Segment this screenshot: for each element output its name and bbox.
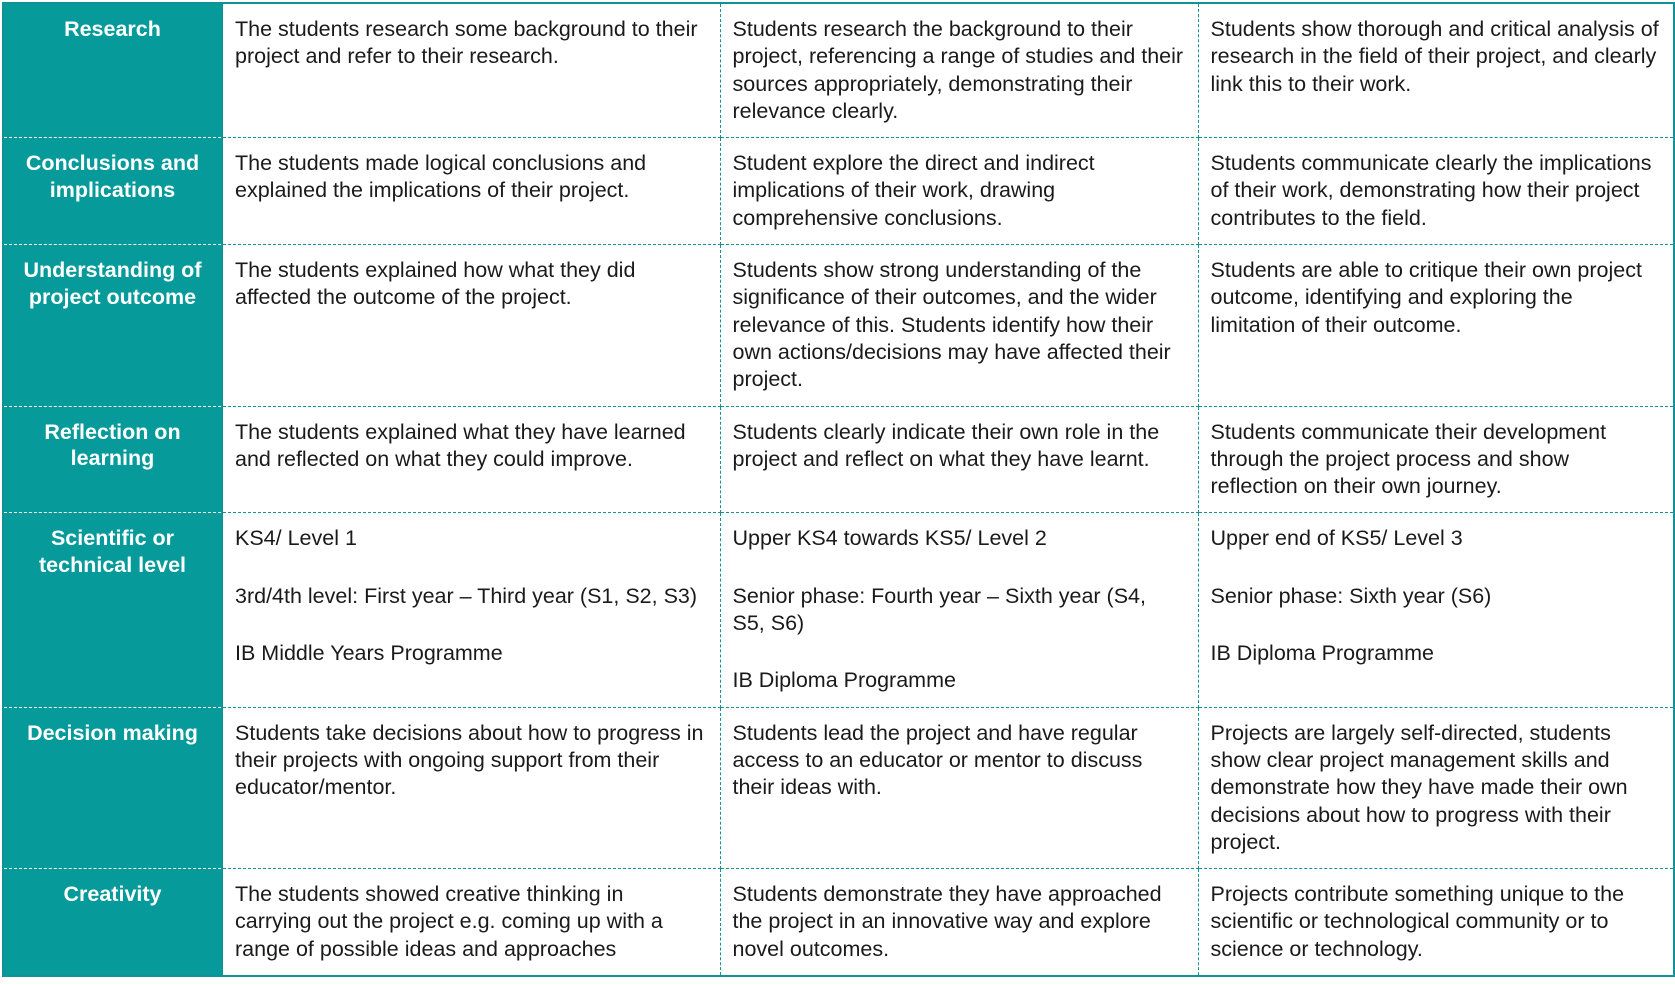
- descriptor-paragraph: Students demonstrate they have approached the project in an innovative way and explore novel outcomes.: [732, 882, 1162, 961]
- descriptor-paragraph: Projects contribute something unique to the scientific or technological community or to science or technology.: [1210, 882, 1625, 961]
- descriptor-paragraph: IB Diploma Programme: [732, 668, 956, 693]
- descriptor-paragraph: The students showed creative thinking in carrying out the project e.g. coming up with a range of possible ideas and approaches: [235, 882, 663, 961]
- descriptor-paragraph: Students take decisions about how to progress in their projects with ongoing support from their educator/mentor.: [235, 720, 704, 800]
- descriptor-paragraph: Students show strong understanding of the significance of their outcomes, and the wider relevance of this. Students identify how their own actions/decisions may have affected their project.: [732, 258, 1171, 392]
- descriptor-cell: [222, 707, 720, 868]
- criterion-label: [3, 707, 222, 868]
- descriptor-paragraph: KS4/ Level 1: [235, 526, 357, 551]
- descriptor-paragraph: Projects are largely self-directed, students show clear project management skills and demonstrate how they have made their own decisions about how to progress with their project.: [1210, 720, 1628, 854]
- descriptor-cell: [720, 3, 1198, 138]
- criterion-label-text: Reflection on learning: [44, 419, 181, 471]
- criterion-label-text: Decision making: [27, 720, 198, 745]
- table-row: [3, 245, 1674, 406]
- criterion-label: [3, 869, 222, 976]
- criterion-label: [3, 406, 222, 513]
- rubric-table-body: [3, 3, 1674, 976]
- table-row: [3, 406, 1674, 513]
- descriptor-paragraph: Student explore the direct and indirect implications of their work, drawing comprehensive conclusions.: [732, 151, 1095, 230]
- descriptor-paragraph: Upper end of KS5/ Level 3: [1210, 526, 1463, 551]
- criterion-label-text: Understanding of project outcome: [23, 258, 202, 309]
- descriptor-paragraph: Students research the background to their project, referencing a range of studies and their sources appropriately, demonstrating their relevance clearly.: [732, 17, 1184, 123]
- table-row: [3, 3, 1674, 138]
- table-row: [3, 138, 1674, 245]
- descriptor-cell: [222, 513, 720, 707]
- criterion-label-text: Conclusions and implications: [25, 151, 200, 203]
- descriptor-cell: [1198, 3, 1674, 138]
- descriptor-paragraph: Upper KS4 towards KS5/ Level 2: [732, 526, 1047, 551]
- rubric-table: [2, 2, 1675, 977]
- table-row: [3, 513, 1674, 707]
- descriptor-cell: [720, 245, 1198, 406]
- table-row: [3, 707, 1674, 868]
- descriptor-cell: [1198, 245, 1674, 406]
- descriptor-cell: [222, 869, 720, 976]
- descriptor-paragraph: Students communicate clearly the implications of their work, demonstrating how their project contributes to the field.: [1210, 151, 1652, 230]
- descriptor-paragraph: The students explained what they have learned and reflected on what they could improve.: [235, 419, 686, 471]
- descriptor-cell: [222, 3, 720, 138]
- descriptor-cell: [1198, 138, 1674, 245]
- descriptor-paragraph: Students communicate their development through the project process and show reflection on their own journey.: [1210, 419, 1607, 499]
- descriptor-cell: [222, 245, 720, 406]
- descriptor-cell: [720, 869, 1198, 976]
- descriptor-paragraph: IB Middle Years Programme: [235, 641, 503, 666]
- descriptor-paragraph: 3rd/4th level: First year – Third year (S1, S2, S3): [235, 583, 698, 608]
- descriptor-cell: [222, 138, 720, 245]
- descriptor-paragraph: IB Diploma Programme: [1210, 641, 1434, 666]
- table-row: [3, 869, 1674, 976]
- descriptor-paragraph: Students are able to critique their own project outcome, identifying and exploring the limitation of their outcome.: [1210, 258, 1642, 337]
- criterion-label-text: Research: [64, 17, 161, 41]
- descriptor-paragraph: Students show thorough and critical analysis of research in the field of their project, and clearly link this to their work.: [1210, 17, 1659, 96]
- descriptor-cell: [720, 406, 1198, 513]
- descriptor-cell: [222, 406, 720, 513]
- descriptor-paragraph: The students research some background to their project and refer to their research.: [235, 17, 698, 69]
- criterion-label: [3, 3, 222, 138]
- descriptor-cell: [1198, 406, 1674, 513]
- descriptor-cell: [1198, 869, 1674, 976]
- descriptor-cell: [1198, 707, 1674, 868]
- criterion-label-text: Creativity: [63, 882, 162, 907]
- descriptor-paragraph: Students lead the project and have regular access to an educator or mentor to discuss their ideas with.: [732, 720, 1143, 800]
- criterion-label: [3, 513, 222, 707]
- descriptor-paragraph: The students made logical conclusions and explained the implications of their project.: [235, 151, 647, 203]
- descriptor-cell: [1198, 513, 1674, 707]
- criterion-label-text: Scientific or technical level: [39, 526, 186, 578]
- descriptor-paragraph: The students explained how what they did affected the outcome of the project.: [235, 258, 636, 310]
- descriptor-paragraph: Students clearly indicate their own role in the project and reflect on what they have learnt.: [732, 419, 1160, 471]
- descriptor-paragraph: Senior phase: Fourth year – Sixth year (S4, S5, S6): [732, 583, 1146, 636]
- descriptor-paragraph: Senior phase: Sixth year (S6): [1210, 583, 1492, 608]
- descriptor-cell: [720, 138, 1198, 245]
- criterion-label: [3, 138, 222, 245]
- descriptor-cell: [720, 707, 1198, 868]
- descriptor-cell: [720, 513, 1198, 707]
- criterion-label: [3, 245, 222, 406]
